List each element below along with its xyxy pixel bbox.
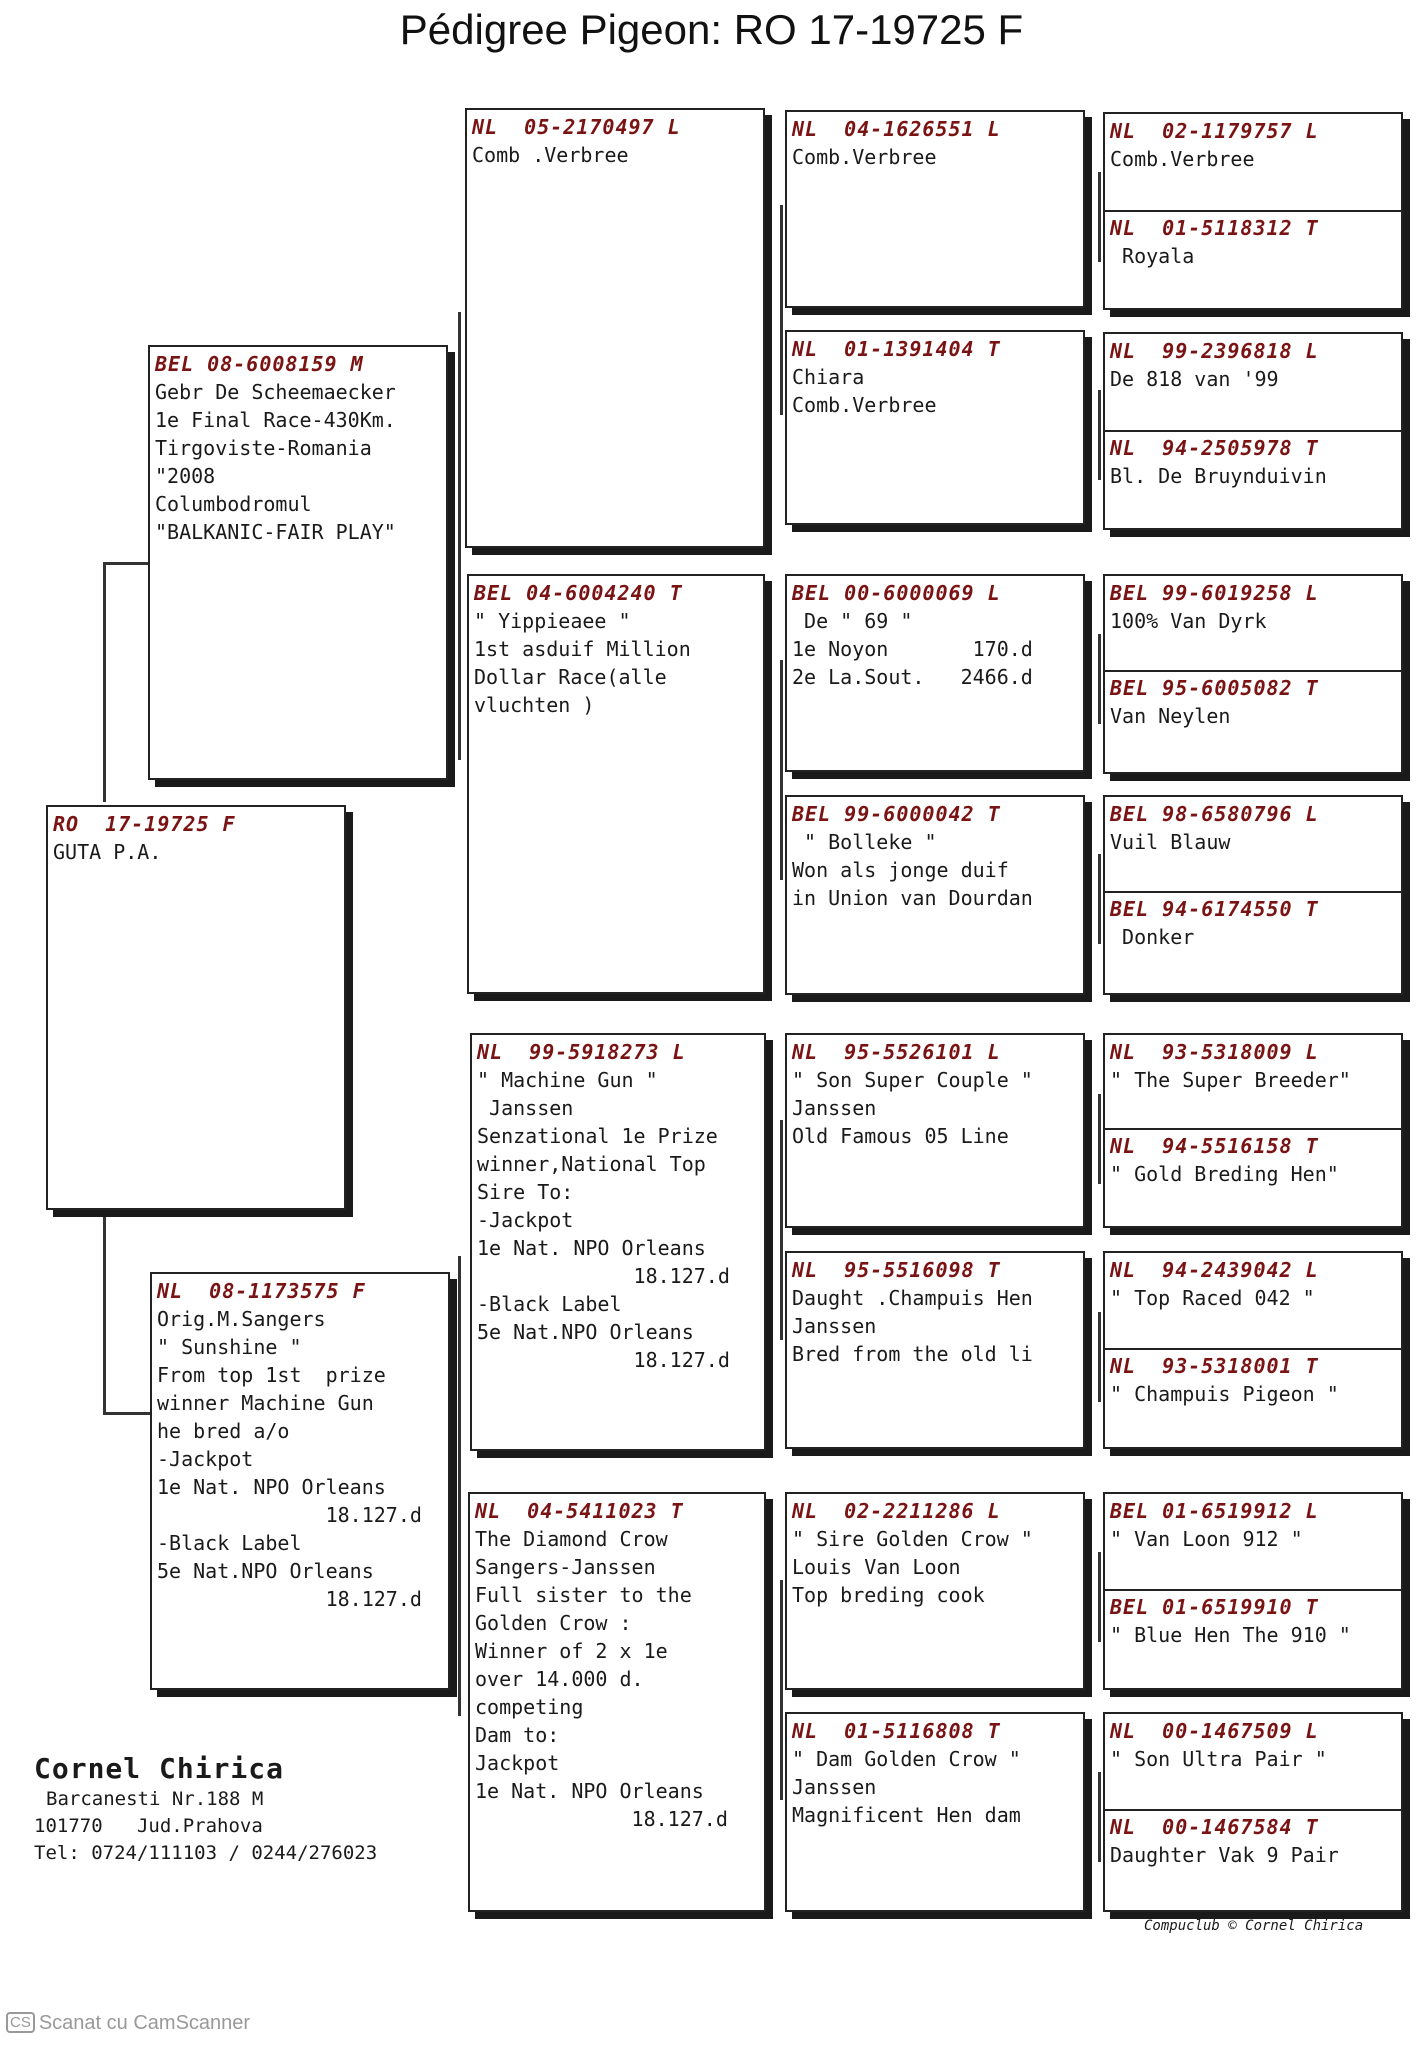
- pigeon-info-line: winner Machine Gun: [157, 1391, 374, 1415]
- great-grandparent-box: [785, 795, 1085, 995]
- great-grandparent-box: [785, 1033, 1085, 1228]
- connector-line: [780, 660, 783, 880]
- pigeon-info-line: 1e Noyon 170.d: [792, 637, 1033, 661]
- connector-line: [103, 1212, 106, 1412]
- ring-number: BEL 08-6008159 M: [155, 352, 364, 376]
- pigeon-info-line: Royala: [1110, 244, 1195, 268]
- pigeon-info-line: Dam to:: [475, 1723, 560, 1747]
- ring-number: BEL 94-6174550 T: [1110, 897, 1319, 921]
- great-grandparent-box: [785, 1712, 1085, 1912]
- pigeon-info-line: From top 1st prize: [157, 1363, 386, 1387]
- pigeon-info-line: 1e Final Race-430Km.: [155, 408, 396, 432]
- ancestor-pair-box: [1103, 1712, 1403, 1912]
- ancestor-pair-box: [1103, 1033, 1403, 1228]
- pigeon-info-line: Tirgoviste-Romania: [155, 436, 372, 460]
- ring-number: NL 01-5118312 T: [1110, 216, 1319, 240]
- pigeon-info-line: " Van Loon 912 ": [1110, 1527, 1303, 1551]
- ring-number: NL 94-5516158 T: [1110, 1134, 1319, 1158]
- ring-number: NL 02-2211286 L: [792, 1499, 1001, 1523]
- ring-number: NL 95-5526101 L: [792, 1040, 1001, 1064]
- pigeon-info-line: Won als jonge duif: [792, 858, 1009, 882]
- pigeon-info-line: -Black Label: [157, 1531, 302, 1555]
- great-grandparent-box: [785, 110, 1085, 308]
- pigeon-info-line: 100% Van Dyrk: [1110, 609, 1267, 633]
- subject-pigeon-box: [46, 805, 346, 1210]
- pigeon-info-line: Sire To:: [477, 1180, 574, 1204]
- ring-number: BEL 00-6000069 L: [792, 581, 1001, 605]
- pigeon-info-line: " Dam Golden Crow ": [792, 1747, 1021, 1771]
- ring-number: NL 00-1467509 L: [1110, 1719, 1319, 1743]
- great-grandparent-box: [785, 574, 1085, 772]
- connector-line: [780, 1580, 783, 1800]
- pigeon-info-line: GUTA P.A.: [53, 840, 162, 864]
- pigeon-info-line: Daught .Champuis Hen: [792, 1286, 1033, 1310]
- ring-number: NL 99-2396818 L: [1110, 339, 1319, 363]
- connector-line: [458, 312, 461, 760]
- pigeon-info-line: 2e La.Sout. 2466.d: [792, 665, 1033, 689]
- ring-number: NL 93-5318009 L: [1110, 1040, 1319, 1064]
- ancestor-pair-box: [1103, 795, 1403, 995]
- pigeon-info-line: " Gold Breding Hen": [1110, 1162, 1339, 1186]
- pigeon-info-line: 1st asduif Million: [474, 637, 691, 661]
- ancestor-pair-box: [1103, 1251, 1403, 1449]
- connector-line: [780, 1120, 783, 1340]
- pigeon-info-line: 1e Nat. NPO Orleans: [477, 1236, 706, 1260]
- dam-box: [150, 1272, 450, 1690]
- pigeon-info-line: The Diamond Crow: [475, 1527, 668, 1551]
- ancestor-pair-box: [1103, 574, 1403, 774]
- pigeon-info-line: Winner of 2 x 1e: [475, 1639, 668, 1663]
- pigeon-info-line: 18.127.d: [475, 1807, 728, 1831]
- pigeon-info-line: " Sire Golden Crow ": [792, 1527, 1033, 1551]
- pigeon-info-line: De 818 van '99: [1110, 367, 1279, 391]
- pigeon-info-line: " Yippieaee ": [474, 609, 631, 633]
- pigeon-info-line: 18.127.d: [477, 1264, 730, 1288]
- pigeon-info-line: Van Neylen: [1110, 704, 1231, 728]
- connector-line: [1098, 1094, 1101, 1184]
- pigeon-info-line: Full sister to the: [475, 1583, 692, 1607]
- pigeon-info-line: Daughter Vak 9 Pair: [1110, 1843, 1339, 1867]
- owner-info: [34, 1752, 377, 1867]
- pigeon-info-line: " Bolleke ": [792, 830, 937, 854]
- pigeon-info-line: Dollar Race(alle: [474, 665, 667, 689]
- scanner-watermark: [6, 2012, 250, 2035]
- sire-box: [148, 345, 448, 780]
- pigeon-info-line: 5e Nat.NPO Orleans: [157, 1559, 374, 1583]
- pigeon-info-line: Top breding cook: [792, 1583, 985, 1607]
- connector-line: [1098, 854, 1101, 944]
- pigeon-info-line: Comb.Verbree: [1110, 147, 1255, 171]
- pigeon-info-line: -Black Label: [477, 1292, 622, 1316]
- grandparent-box: [470, 1033, 766, 1451]
- pigeon-info-line: Comb .Verbree: [472, 143, 629, 167]
- pigeon-info-line: " Top Raced 042 ": [1110, 1286, 1315, 1310]
- ancestor-pair-box: [1103, 332, 1403, 530]
- ring-number: BEL 04-6004240 T: [474, 581, 683, 605]
- pigeon-info-line: " Blue Hen The 910 ": [1110, 1623, 1351, 1647]
- ring-number: NL 94-2505978 T: [1110, 436, 1319, 460]
- pigeon-info-line: " Son Ultra Pair ": [1110, 1747, 1327, 1771]
- scanner-text: Scanat cu CamScanner: [38, 2012, 251, 2034]
- pigeon-info-line: Janssen: [792, 1775, 877, 1799]
- pigeon-info-line: winner,National Top: [477, 1152, 706, 1176]
- connector-line: [103, 1412, 151, 1415]
- ring-number: BEL 01-6519910 T: [1110, 1595, 1319, 1619]
- connector-line: [1098, 172, 1101, 262]
- pigeon-info-line: -Jackpot: [477, 1208, 574, 1232]
- ring-number: NL 04-5411023 T: [475, 1499, 684, 1523]
- pigeon-info-line: " The Super Breeder": [1110, 1068, 1351, 1092]
- pigeon-info-line: competing: [475, 1695, 584, 1719]
- pigeon-info-line: "2008: [155, 464, 216, 488]
- connector-line: [1098, 1552, 1101, 1642]
- pigeon-info-line: Janssen: [477, 1096, 574, 1120]
- pigeon-info-line: Donker: [1110, 925, 1195, 949]
- pair-divider: [1105, 1809, 1401, 1811]
- pair-divider: [1105, 1128, 1401, 1130]
- great-grandparent-box: [785, 1492, 1085, 1690]
- connector-line: [1098, 634, 1101, 724]
- connector-line: [458, 1256, 461, 1716]
- pigeon-info-line: 18.127.d: [157, 1587, 422, 1611]
- connector-line: [1098, 1312, 1101, 1402]
- pigeon-info-line: " Sunshine ": [157, 1335, 302, 1359]
- pigeon-info-line: Orig.M.Sangers: [157, 1307, 326, 1331]
- pigeon-info-line: Gebr De Scheemaecker: [155, 380, 396, 404]
- owner-phone: Tel: 0724/111103 / 0244/276023: [34, 1842, 378, 1864]
- ancestor-pair-box: [1103, 112, 1403, 310]
- pigeon-info-line: 18.127.d: [477, 1348, 730, 1372]
- owner-address: 101770 Jud.Prahova: [34, 1815, 263, 1837]
- pigeon-info-line: Bred from the old li: [792, 1342, 1033, 1366]
- great-grandparent-box: [785, 1251, 1085, 1449]
- pigeon-info-line: 1e Nat. NPO Orleans: [475, 1779, 704, 1803]
- pigeon-info-line: Magnificent Hen dam: [792, 1803, 1021, 1827]
- pigeon-info-line: " Son Super Couple ": [792, 1068, 1033, 1092]
- pigeon-info-line: Columbodromul: [155, 492, 312, 516]
- ring-number: NL 93-5318001 T: [1110, 1354, 1319, 1378]
- pigeon-info-line: -Jackpot: [157, 1447, 254, 1471]
- ring-number: NL 99-5918273 L: [477, 1040, 686, 1064]
- pigeon-info-line: Louis Van Loon: [792, 1555, 961, 1579]
- ring-number: NL 95-5516098 T: [792, 1258, 1001, 1282]
- camscanner-icon: CS: [6, 2012, 35, 2033]
- pair-divider: [1105, 210, 1401, 212]
- pigeon-info-line: Golden Crow :: [475, 1611, 632, 1635]
- ring-number: NL 05-2170497 L: [472, 115, 681, 139]
- pigeon-info-line: "BALKANIC-FAIR PLAY": [155, 520, 396, 544]
- pair-divider: [1105, 670, 1401, 672]
- owner-name: Cornel Chirica: [34, 1752, 285, 1785]
- pigeon-info-line: Comb.Verbree: [792, 145, 937, 169]
- pigeon-info-line: Janssen: [792, 1096, 877, 1120]
- pigeon-info-line: in Union van Dourdan: [792, 886, 1033, 910]
- connector-line: [103, 562, 106, 802]
- pigeon-info-line: 5e Nat.NPO Orleans: [477, 1320, 694, 1344]
- pigeon-info-line: Vuil Blauw: [1110, 830, 1231, 854]
- connector-line: [1098, 1772, 1101, 1862]
- ring-number: NL 01-5116808 T: [792, 1719, 1001, 1743]
- pigeon-info-line: Bl. De Bruynduivin: [1110, 464, 1327, 488]
- pair-divider: [1105, 1589, 1401, 1591]
- pigeon-info-line: Senzational 1e Prize: [477, 1124, 718, 1148]
- pigeon-info-line: " Machine Gun ": [477, 1068, 658, 1092]
- connector-line: [780, 205, 783, 415]
- ring-number: NL 08-1173575 F: [157, 1279, 366, 1303]
- grandparent-box: [465, 108, 765, 548]
- ring-number: NL 01-1391404 T: [792, 337, 1001, 361]
- pigeon-info-line: Chiara: [792, 365, 865, 389]
- grandparent-box: [468, 1492, 766, 1912]
- ring-number: NL 94-2439042 L: [1110, 1258, 1319, 1282]
- ring-number: NL 00-1467584 T: [1110, 1815, 1319, 1839]
- pigeon-info-line: " Champuis Pigeon ": [1110, 1382, 1339, 1406]
- ring-number: BEL 99-6000042 T: [792, 802, 1001, 826]
- pigeon-info-line: Jackpot: [475, 1751, 560, 1775]
- ring-number: BEL 95-6005082 T: [1110, 676, 1319, 700]
- ancestor-pair-box: [1103, 1492, 1403, 1690]
- pigeon-info-line: Sangers-Janssen: [475, 1555, 656, 1579]
- owner-address: Barcanesti Nr.188 M: [46, 1788, 264, 1810]
- pigeon-info-line: 1e Nat. NPO Orleans: [157, 1475, 386, 1499]
- ring-number: RO 17-19725 F: [53, 812, 236, 836]
- pigeon-info-line: Comb.Verbree: [792, 393, 937, 417]
- ring-number: BEL 98-6580796 L: [1110, 802, 1319, 826]
- pigeon-info-line: Janssen: [792, 1314, 877, 1338]
- page-title: Pédigree Pigeon: RO 17-19725 F: [399, 6, 1024, 53]
- pair-divider: [1105, 891, 1401, 893]
- connector-line: [1098, 390, 1101, 480]
- ring-number: BEL 99-6019258 L: [1110, 581, 1319, 605]
- pigeon-info-line: Old Famous 05 Line: [792, 1124, 1009, 1148]
- ring-number: BEL 01-6519912 L: [1110, 1499, 1319, 1523]
- software-credit: Compuclub © Cornel Chirica: [1144, 1918, 1364, 1934]
- grandparent-box: [467, 574, 765, 994]
- pigeon-info-line: vluchten ): [474, 693, 595, 717]
- pair-divider: [1105, 1348, 1401, 1350]
- pigeon-info-line: over 14.000 d.: [475, 1667, 644, 1691]
- pigeon-info-line: 18.127.d: [157, 1503, 422, 1527]
- great-grandparent-box: [785, 330, 1085, 525]
- ring-number: NL 04-1626551 L: [792, 117, 1001, 141]
- pigeon-info-line: he bred a/o: [157, 1419, 290, 1443]
- pair-divider: [1105, 430, 1401, 432]
- connector-line: [103, 562, 149, 565]
- ring-number: NL 02-1179757 L: [1110, 119, 1319, 143]
- pigeon-info-line: De " 69 ": [792, 609, 913, 633]
